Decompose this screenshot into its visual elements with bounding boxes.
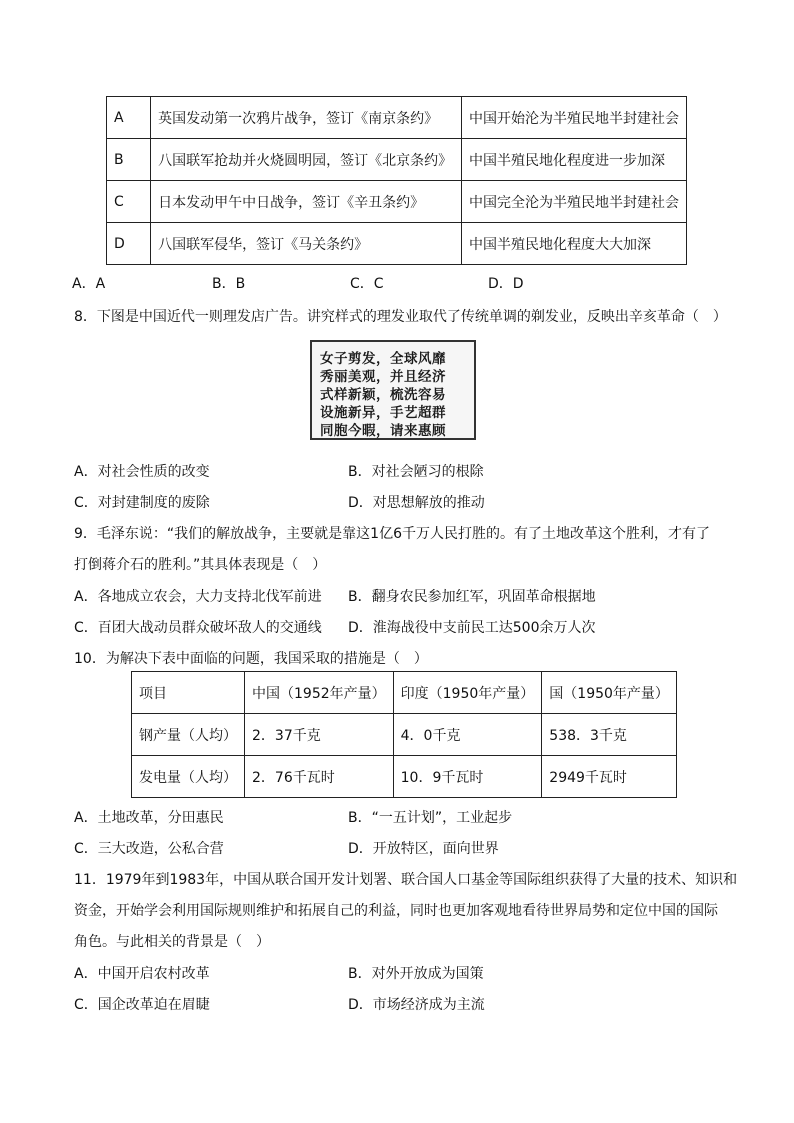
q10-option-c[interactable]: C．三大改造，公私合营 [74,841,224,857]
q11-option-b[interactable]: B．对外开放成为国策 [348,966,484,982]
q9-option-c[interactable]: C．百团大战动员群众破坏敌人的交通线 [74,620,322,636]
q11-stem-line1: 11．1979年到1983年，中国从联合国开发计划署、联合国人口基金等国际组织获得了大量的技术、知识和 [74,872,738,888]
q9-option-b[interactable]: B．翻身农民参加红军，巩固革命根据地 [348,589,596,605]
q7-option-a[interactable]: A．A [72,276,106,292]
table-row [107,139,687,181]
q10-option-b[interactable]: B．“一五计划”，工业起步 [348,810,513,826]
ad-line: 同胞今暇，请来惠顾 [320,423,446,439]
q10-table [131,671,677,798]
q7-row-event: 英国发动第一次鸦片战争，签订《南京条约》 [151,97,462,139]
q9-option-a[interactable]: A．各地成立农会，大力支持北伐军前进 [74,589,322,605]
q11-stem-line2: 资金，开始学会利用国际规则维护和拓展自己的利益，同时也更加客观地看待世界局势和定位中国的国际 [74,903,718,919]
q7-row-impact: 中国半殖民地化程度进一步加深 [462,139,687,181]
q7-option-c[interactable]: C．C [350,276,384,292]
q7-row-key: C [107,181,151,223]
q7-row-key: D [107,223,151,265]
q7-row-event: 八国联军抢劫并火烧圆明园，签订《北京条约》 [151,139,462,181]
q10-stem: 10．为解决下表中面临的问题，我国采取的措施是（ ） [74,651,428,667]
q10-header-cell: 印度（1950年产量） [393,672,542,714]
q10-header-cell: 国（1950年产量） [542,672,677,714]
q7-row-event: 日本发动甲午中日战争，签订《辛丑条约》 [151,181,462,223]
q11-option-a[interactable]: A．中国开启农村改革 [74,966,210,982]
q9-option-d[interactable]: D．淮海战役中支前民工达500余万人次 [348,620,596,636]
q7-row-impact: 中国半殖民地化程度大大加深 [462,223,687,265]
ad-line: 女子剪发，全球风靡 [320,351,446,367]
ad-line: 式样新颖，梳洗容易 [320,387,446,403]
q10-cell: 2．76千瓦时 [245,756,394,798]
table-row [107,223,687,265]
q8-stem: 8．下图是中国近代一则理发店广告。讲究样式的理发业取代了传统单调的剃发业，反映出辛亥革命（ ） [74,309,727,325]
q10-cell: 10．9千瓦时 [393,756,542,798]
q7-row-key: A [107,97,151,139]
q7-row-impact: 中国开始沦为半殖民地半封建社会 [462,97,687,139]
q7-row-impact: 中国完全沦为半殖民地半封建社会 [462,181,687,223]
ad-line: 设施新异，手艺超群 [320,405,446,421]
q7-option-d[interactable]: D．D [488,276,524,292]
q10-option-d[interactable]: D．开放特区，面向世界 [348,841,499,857]
table-row [107,181,687,223]
q11-option-c[interactable]: C．国企改革迫在眉睫 [74,997,210,1013]
table-row [132,714,677,756]
q7-table [106,96,687,265]
q10-cell: 2．37千克 [245,714,394,756]
q7-row-key: B [107,139,151,181]
q9-stem-line2: 打倒蒋介石的胜利。”其具体表现是（ ） [74,557,327,573]
q7-row-event: 八国联军侵华，签订《马关条约》 [151,223,462,265]
q10-cell: 4．0千克 [393,714,542,756]
q10-header-cell: 中国（1952年产量） [245,672,394,714]
q11-stem-line3: 角色。与此相关的背景是（ ） [74,934,270,950]
q11-option-d[interactable]: D．市场经济成为主流 [348,997,485,1013]
q8-option-a[interactable]: A．对社会性质的改变 [74,464,210,480]
q10-cell: 发电量（人均） [132,756,245,798]
q10-cell: 538．3千克 [542,714,677,756]
q8-option-d[interactable]: D．对思想解放的推动 [348,495,485,511]
q8-option-b[interactable]: B．对社会陋习的根除 [348,464,484,480]
barbershop-ad-image [310,340,476,440]
q10-header-cell: 项目 [132,672,245,714]
q10-cell: 2949千瓦时 [542,756,677,798]
table-row [132,756,677,798]
ad-line: 秀丽美观，并且经济 [320,369,446,385]
q10-option-a[interactable]: A．土地改革，分田惠民 [74,810,224,826]
q9-stem-line1: 9．毛泽东说：“我们的解放战争，主要就是靠这1亿6千万人民打胜的。有了土地改革这个胜利，才有了 [74,526,710,542]
q7-option-b[interactable]: B．B [212,276,246,292]
table-row [107,97,687,139]
table-row [132,672,677,714]
q8-option-c[interactable]: C．对封建制度的废除 [74,495,210,511]
q10-cell: 钢产量（人均） [132,714,245,756]
